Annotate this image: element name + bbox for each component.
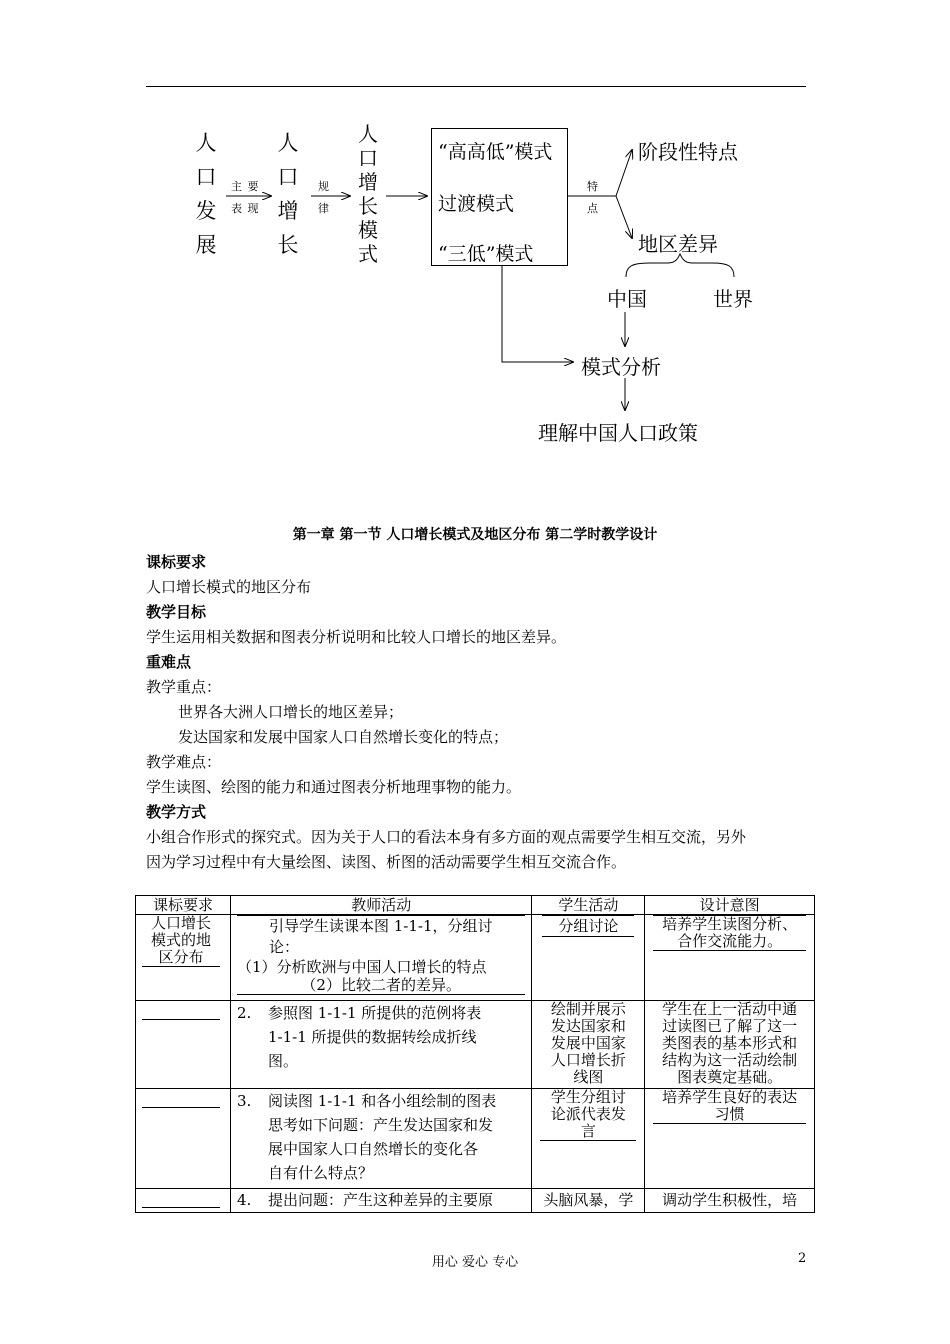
row4-student (532, 1189, 645, 1213)
cell-line: 分组讨论 (542, 915, 634, 937)
cell-line: 学生分组讨 (550, 1088, 626, 1106)
header-curriculum: 课标要求 (136, 896, 231, 915)
cell-line: 合作交流能力。 (677, 932, 783, 950)
arrow1-label-bottom: 表 现 (231, 202, 260, 215)
row2-intent (645, 1001, 815, 1089)
row1-intent (645, 915, 815, 1001)
cell-line: 过读图已了解了这一 (662, 1017, 798, 1035)
method-line-2: 因为学习过程中有大量绘图、读图、析图的活动需要学生相互交流合作。 (146, 853, 627, 871)
cell-line: 论： (268, 938, 299, 956)
char: 发 (195, 199, 217, 223)
col-growth-pattern (356, 124, 380, 268)
row4-intent (645, 1189, 815, 1213)
cell-line: 结构为这一活动绘制 (662, 1051, 798, 1069)
char: 长 (277, 233, 299, 257)
cell-line: 头脑风暴，学 (543, 1191, 634, 1209)
arrow2-label-top: 规 (318, 180, 329, 193)
row1-student (532, 915, 645, 1001)
cell-line: 提出问题：产生这种差异的主要原 (267, 1191, 493, 1209)
cell-line: 1-1-1 所提供的数据转绘成折线 (267, 1028, 477, 1046)
char: 展 (195, 233, 217, 257)
cell-line: 区分布 (158, 948, 204, 966)
char: 人 (358, 122, 378, 146)
footer-text: 用心 爱心 专心 (431, 1255, 519, 1270)
page-number: 2 (798, 1251, 807, 1266)
cell-line: 阅读图 1-1-1 和各小组绘制的图表 (267, 1092, 497, 1110)
cell-line: 展中国家人口自然增长的变化各 (267, 1140, 478, 1158)
header-teacher: 教师活动 (230, 896, 531, 915)
cell-line: 发展中国家 (550, 1034, 626, 1052)
row2-teacher (230, 1001, 531, 1089)
row4-teacher (230, 1189, 531, 1213)
objective-text: 学生运用相关数据和图表分析说明和比较人口增长的地区差异。 (146, 628, 567, 646)
cell-line: 引导学生读课本图 1-1-1，分组讨 (268, 917, 493, 935)
row3-student (532, 1089, 645, 1189)
cell-line: 论派代表发 (550, 1105, 626, 1123)
key-points-label: 教学重点： (146, 678, 222, 696)
cell-line: 线图 (573, 1068, 604, 1086)
cell-line: 绘制并展示 (550, 1000, 626, 1018)
table-row (136, 1089, 815, 1189)
cell-line: 思考如下问题：产生发达国家和发 (267, 1116, 493, 1134)
lesson-plan-table (135, 895, 815, 1213)
difficult-label: 教学难点： (146, 753, 222, 771)
table-row (136, 1001, 815, 1089)
mode-transition: 过渡模式 (438, 193, 515, 215)
regional-diff: 地区差异 (638, 232, 718, 256)
arrow3-label-bottom: 点 (587, 202, 598, 215)
char: 人 (277, 131, 299, 155)
key-point-2: 发达国家和发展中国家人口自然增长变化的特点； (178, 728, 509, 746)
cell-line: 言 (580, 1122, 596, 1140)
step-number: 3. (236, 1092, 252, 1110)
step-number: 4. (236, 1191, 252, 1209)
mode-three-low: “三低”模式 (438, 243, 534, 265)
curriculum-text: 人口增长模式的地区分布 (146, 578, 312, 596)
table-row (136, 1189, 815, 1213)
cell-line: 模式的地 (150, 931, 211, 949)
char: 口 (195, 165, 217, 189)
doc-title: 第一章 第一节 人口增长模式及地区分布 第二学时教学设计 (292, 527, 658, 543)
heading-method: 教学方式 (146, 803, 207, 821)
arrow-to-stage (616, 150, 632, 196)
heading-key-difficult: 重难点 (146, 653, 192, 671)
cell-line: 类图表的基本形式和 (662, 1034, 798, 1052)
mode-analysis: 模式分析 (581, 355, 661, 379)
cell-line: 培养学生良好的表达 (662, 1088, 798, 1106)
table-header-row (136, 896, 815, 915)
arrow-modes-to-analysis (502, 266, 573, 362)
stage-features: 阶段性特点 (638, 140, 738, 164)
header-intent: 设计意图 (645, 896, 815, 915)
row1-teacher (230, 915, 531, 1001)
cell-line: 调动学生积极性，培 (662, 1191, 798, 1209)
char: 口 (277, 165, 299, 189)
arrow1-label-top: 主 要 (231, 180, 260, 193)
char: 人 (195, 131, 217, 155)
cell-line: 自有什么特点？ (267, 1164, 373, 1182)
arrow2-label-bottom: 律 (318, 202, 329, 215)
char: 模 (358, 218, 378, 242)
modes-box (431, 128, 568, 266)
heading-objective: 教学目标 (146, 603, 207, 621)
cell-line: 习惯 (714, 1105, 745, 1123)
row3-teacher (230, 1089, 531, 1189)
row4-req (136, 1189, 231, 1213)
step-number: 2. (236, 1004, 252, 1022)
cell-line: 学生在上一活动中通 (662, 1000, 798, 1018)
cell-line: 人口增长 (150, 914, 211, 932)
header-student: 学生活动 (532, 896, 645, 915)
mode-high-high-low: “高高低”模式 (438, 141, 553, 163)
brace (626, 254, 734, 277)
world-node: 世界 (713, 287, 753, 311)
char: 增 (277, 199, 299, 223)
arrow-to-regional (616, 196, 632, 238)
difficult-text: 学生读图、绘图的能力和通过图表分析地理事物的能力。 (146, 778, 522, 796)
row2-student (532, 1001, 645, 1089)
cell-line: 培养学生读图分析、 (662, 915, 798, 933)
char: 增 (358, 170, 378, 194)
char: 口 (358, 146, 378, 170)
arrow3-label-top: 特 (587, 180, 598, 193)
col-population-growth (276, 133, 300, 269)
heading-curriculum: 课标要求 (146, 553, 207, 571)
table-row (136, 915, 815, 1001)
china-node: 中国 (607, 287, 647, 311)
method-line-1: 小组合作形式的探究式。因为关于人口的看法本身有多方面的观点需要学生相互交流，另外 (146, 828, 747, 846)
cell-line: 图表奠定基础。 (677, 1068, 783, 1086)
cell-line: 图。 (267, 1052, 298, 1070)
key-point-1: 世界各大洲人口增长的地区差异； (178, 703, 404, 721)
row3-intent (645, 1089, 815, 1189)
cell-line: （2）比较二者的差异。 (301, 976, 461, 994)
row2-req (136, 1001, 231, 1089)
cell-line: 人口增长折 (550, 1051, 626, 1069)
cell-line: 发达国家和 (550, 1017, 626, 1035)
understand-policy: 理解中国人口政策 (538, 421, 698, 445)
cell-line: （1）分析欧洲与中国人口增长的特点 (236, 958, 487, 976)
row1-req (136, 915, 231, 1001)
row3-req (136, 1089, 231, 1189)
char: 式 (358, 242, 378, 266)
cell-line: 参照图 1-1-1 所提供的范例将表 (267, 1004, 482, 1022)
char: 长 (358, 194, 378, 218)
